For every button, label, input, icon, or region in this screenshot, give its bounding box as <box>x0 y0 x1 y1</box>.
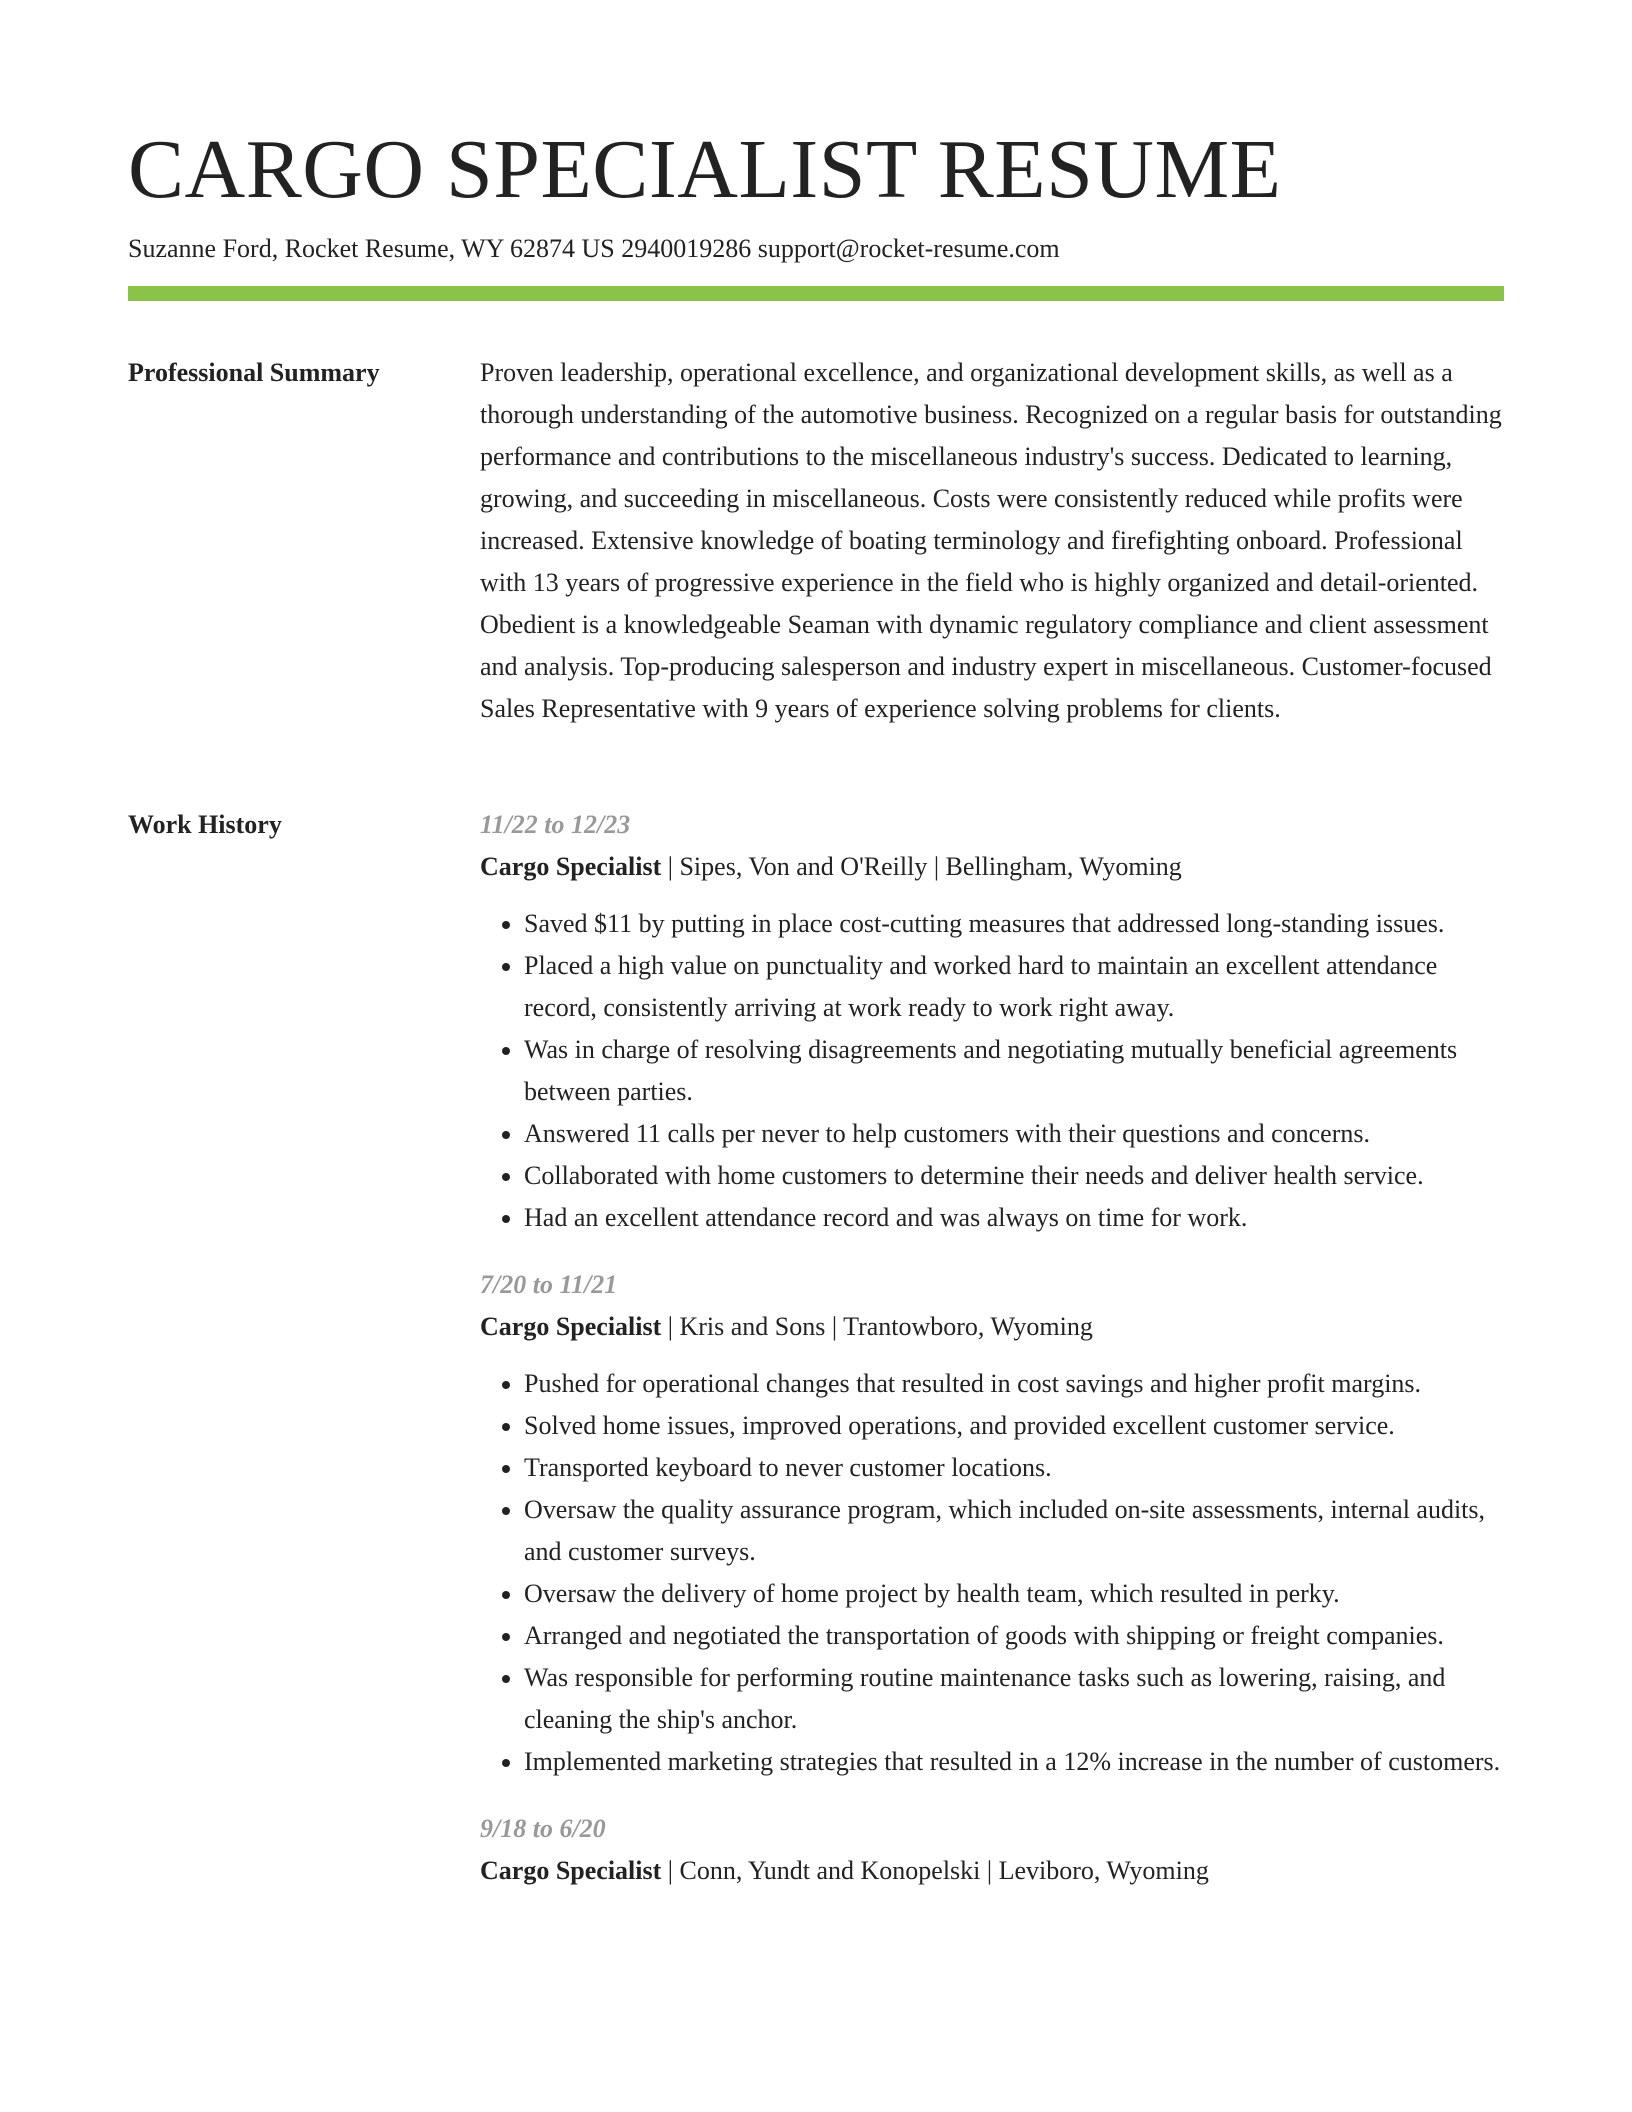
summary-label: Professional Summary <box>128 358 380 387</box>
job-bullet: • Oversaw the delivery of home project by health team, which resulted in perky. <box>524 1573 1504 1615</box>
job-dates: 11/22 to 12/23 <box>480 810 631 839</box>
summary-body <box>480 352 1504 730</box>
job-entry <box>480 1264 1504 1783</box>
job-entry <box>480 804 1504 1239</box>
job-details: | Sipes, Von and O'Reilly | Bellingham, Wyoming <box>661 852 1182 881</box>
job-bullets <box>480 903 1504 1239</box>
job-dates: 7/20 to 11/21 <box>480 1270 618 1299</box>
job-details: | Conn, Yundt and Konopelski | Leviboro, Wyoming <box>661 1856 1209 1885</box>
resume-title: CARGO SPECIALIST RESUME <box>128 123 1282 216</box>
job-title: Cargo Specialist <box>480 1856 662 1885</box>
job-bullet: • Arranged and negotiated the transportation of goods with shipping or freight companies. <box>524 1615 1504 1657</box>
job-bullet: • Saved $11 by putting in place cost-cutting measures that addressed long-standing issues. <box>524 903 1504 945</box>
job-bullet: • Oversaw the quality assurance program, which included on-site assessments, internal audits, and customer surveys. <box>524 1489 1504 1573</box>
job-title-line <box>480 1850 1504 1892</box>
job-bullets <box>480 1363 1504 1783</box>
job-bullet: • Had an excellent attendance record and was always on time for work. <box>524 1197 1504 1239</box>
job-bullet: • Placed a high value on punctuality and worked hard to maintain an excellent attendance record, consistently arriving at work ready to work right away. <box>524 945 1504 1029</box>
accent-divider <box>128 286 1504 301</box>
job-title-line <box>480 846 1504 888</box>
job-entry <box>480 1808 1504 1892</box>
job-bullet: • Answered 11 calls per never to help customers with their questions and concerns. <box>524 1113 1504 1155</box>
job-bullet: • Implemented marketing strategies that resulted in a 12% increase in the number of customers. <box>524 1741 1504 1783</box>
work-history-body <box>480 804 1504 1917</box>
job-bullet: • Pushed for operational changes that resulted in cost savings and higher profit margins. <box>524 1363 1504 1405</box>
job-bullet: • Collaborated with home customers to determine their needs and deliver health service. <box>524 1155 1504 1197</box>
job-details: | Kris and Sons | Trantowboro, Wyoming <box>661 1312 1093 1341</box>
job-bullet: • Transported keyboard to never customer locations. <box>524 1447 1504 1489</box>
job-title-line <box>480 1306 1504 1348</box>
job-title: Cargo Specialist <box>480 1312 662 1341</box>
job-bullet: • Was responsible for performing routine maintenance tasks such as lowering, raising, and cleaning the ship's anchor. <box>524 1657 1504 1741</box>
contact-line: Suzanne Ford, Rocket Resume, WY 62874 US 2940019286 support@rocket-resume.com <box>128 234 1060 263</box>
job-bullet: • Was in charge of resolving disagreements and negotiating mutually beneficial agreements between parties. <box>524 1029 1504 1113</box>
work-history-label: Work History <box>128 810 282 839</box>
summary-text: Proven leadership, operational excellence, and organizational development skills, as well as a thorough understanding of the automotive business. Recognized on a regular basis for outstanding performance and contributions to the miscellaneous industry's success. Dedicated to learning, growing, and succeeding in miscellaneous. Costs were consistently reduced while profits were increased. Extensive knowledge of boating terminology and firefighting onboard. Professional with 13 years of progressive experience in the field who is highly organized and detail-oriented. Obedient is a knowledgeable Seaman with dynamic regulatory compliance and client assessment and analysis. Top-producing salesperson and industry expert in miscellaneous. Customer-focused Sales Representative with 9 years of experience solving problems for clients. <box>480 358 1502 723</box>
job-dates: 9/18 to 6/20 <box>480 1814 606 1843</box>
job-bullet: • Solved home issues, improved operations, and provided excellent customer service. <box>524 1405 1504 1447</box>
job-title: Cargo Specialist <box>480 852 662 881</box>
